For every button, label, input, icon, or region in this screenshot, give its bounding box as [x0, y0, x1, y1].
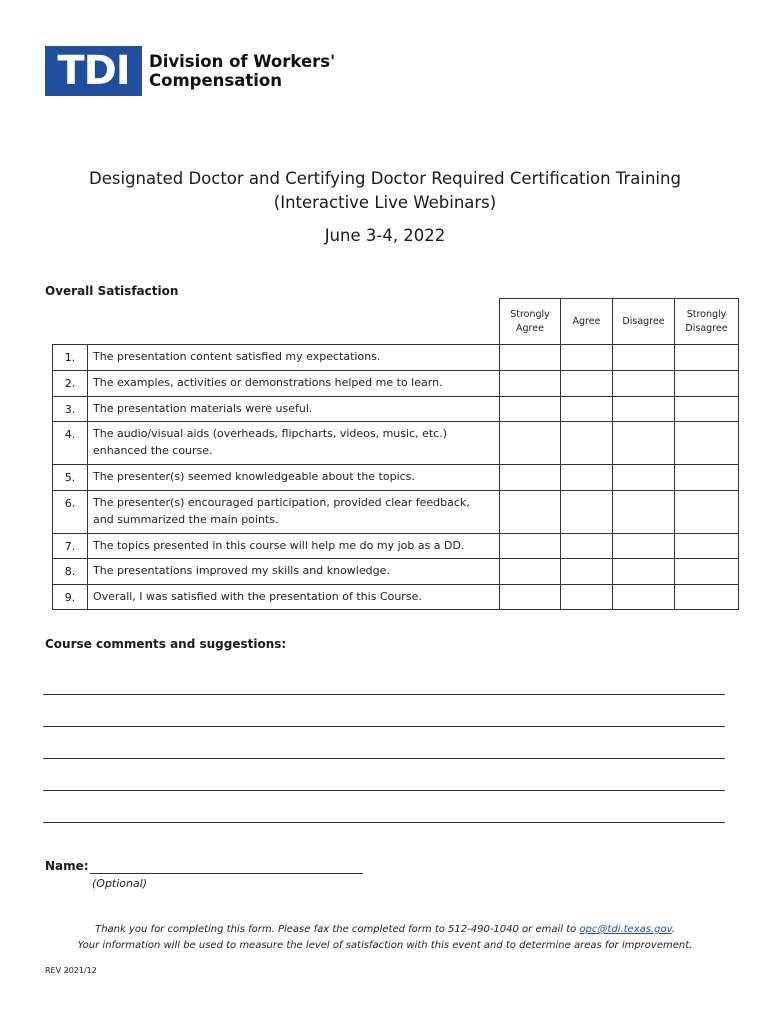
column-header-agree [561, 299, 613, 345]
event-date: June 3-4, 2022 [324, 226, 446, 245]
footer-thank-you-suffix: . [671, 924, 675, 935]
answer-box-agree[interactable] [561, 397, 613, 422]
comment-line[interactable] [43, 790, 725, 791]
answer-box-strongly-agree[interactable] [500, 559, 561, 585]
comment-line[interactable] [43, 694, 725, 695]
survey-header-row [53, 299, 739, 345]
question-number: 1. [53, 345, 88, 371]
survey-question-row [53, 559, 739, 585]
survey-question-row [53, 397, 739, 422]
answer-box-strongly-agree[interactable] [500, 371, 561, 397]
satisfaction-survey-table [52, 298, 739, 610]
comment-line[interactable] [43, 726, 725, 727]
answer-box-disagree[interactable] [613, 345, 675, 371]
answer-box-disagree[interactable] [613, 534, 675, 559]
question-number: 4. [53, 422, 88, 465]
question-text: The presentation materials were useful. [88, 397, 500, 422]
answer-box-strongly-agree[interactable] [500, 534, 561, 559]
column-header-text: Agree [516, 322, 544, 334]
answer-box-agree[interactable] [561, 422, 613, 465]
answer-box-strongly-agree[interactable] [500, 397, 561, 422]
column-header-text: Disagree [685, 322, 728, 334]
answer-box-strongly-agree[interactable] [500, 491, 561, 534]
tdi-logo [45, 46, 335, 96]
answer-box-agree[interactable] [561, 371, 613, 397]
survey-question-row [53, 534, 739, 559]
revision-code: REV 2021/12 [45, 966, 97, 975]
column-header-strongly-disagree [675, 299, 739, 345]
answer-box-strongly-disagree[interactable] [675, 371, 739, 397]
answer-box-strongly-disagree[interactable] [675, 465, 739, 491]
name-label: Name: [45, 859, 89, 873]
header-blank-question [88, 299, 500, 345]
question-number: 3. [53, 397, 88, 422]
question-text: The topics presented in this course will help me do my job as a DD. [88, 534, 500, 559]
survey-question-row [53, 371, 739, 397]
survey-question-row [53, 422, 739, 465]
question-number: 5. [53, 465, 88, 491]
answer-box-agree[interactable] [561, 465, 613, 491]
column-header-text: Strongly [686, 308, 727, 320]
survey-question-row [53, 585, 739, 610]
answer-box-strongly-agree[interactable] [500, 422, 561, 465]
comment-line[interactable] [43, 758, 725, 759]
question-text: The presentations improved my skills and knowledge. [88, 559, 500, 585]
answer-box-strongly-disagree[interactable] [675, 534, 739, 559]
answer-box-strongly-disagree[interactable] [675, 491, 739, 534]
column-header-text: Disagree [622, 315, 665, 327]
footer-thank-you [0, 924, 770, 935]
answer-box-strongly-disagree[interactable] [675, 559, 739, 585]
answer-box-agree[interactable] [561, 491, 613, 534]
answer-box-disagree[interactable] [613, 397, 675, 422]
document-title: Designated Doctor and Certifying Doctor Required Certification Training [89, 169, 681, 188]
comments-label: Course comments and suggestions: [45, 637, 287, 651]
survey-question-row [53, 491, 739, 534]
answer-box-agree[interactable] [561, 534, 613, 559]
answer-box-agree[interactable] [561, 345, 613, 371]
answer-box-agree[interactable] [561, 559, 613, 585]
answer-box-disagree[interactable] [613, 371, 675, 397]
answer-box-strongly-agree[interactable] [500, 345, 561, 371]
document-subtitle: (Interactive Live Webinars) [273, 193, 497, 212]
comment-line[interactable] [43, 822, 725, 823]
answer-box-strongly-disagree[interactable] [675, 585, 739, 610]
name-field-line[interactable] [90, 873, 363, 874]
section-label-overall-satisfaction: Overall Satisfaction [45, 284, 179, 298]
column-header-strongly-agree [500, 299, 561, 345]
column-header-text: Agree [572, 315, 601, 327]
question-text: Overall, I was satisfied with the presentation of this Course. [88, 585, 500, 610]
question-number: 6. [53, 491, 88, 534]
footer-thank-you-text: Thank you for completing this form. Please fax the completed form to 512-490-1040 or email to [95, 924, 580, 935]
answer-box-strongly-agree[interactable] [500, 465, 561, 491]
column-header-disagree [613, 299, 675, 345]
answer-box-disagree[interactable] [613, 491, 675, 534]
header-blank-num [53, 299, 88, 345]
question-text: The presentation content satisfied my expectations. [88, 345, 500, 371]
answer-box-disagree[interactable] [613, 465, 675, 491]
survey-question-row [53, 345, 739, 371]
question-text: The examples, activities or demonstrations helped me to learn. [88, 371, 500, 397]
footer-privacy-note: Your information will be used to measure the level of satisfaction with this event and to determine areas for improvement. [77, 940, 693, 951]
division-name [149, 52, 335, 90]
answer-box-strongly-disagree[interactable] [675, 422, 739, 465]
division-name-line1: Division of Workers' [149, 52, 336, 71]
answer-box-strongly-disagree[interactable] [675, 345, 739, 371]
answer-box-disagree[interactable] [613, 585, 675, 610]
question-number: 8. [53, 559, 88, 585]
question-text: The presenter(s) seemed knowledgeable about the topics. [88, 465, 500, 491]
column-header-text: Strongly [510, 308, 550, 320]
tdi-logo-mark: TDI [45, 46, 142, 96]
question-number: 2. [53, 371, 88, 397]
name-optional-note: (Optional) [92, 877, 148, 890]
email-link[interactable]: opc@tdi.texas.gov [579, 924, 672, 935]
answer-box-strongly-disagree[interactable] [675, 397, 739, 422]
answer-box-disagree[interactable] [613, 422, 675, 465]
survey-question-row [53, 465, 739, 491]
answer-box-agree[interactable] [561, 585, 613, 610]
question-number: 7. [53, 534, 88, 559]
question-text: The presenter(s) encouraged participation, provided clear feedback, and summarized the main points. [88, 491, 500, 534]
division-name-line2: Compensation [149, 71, 282, 90]
answer-box-disagree[interactable] [613, 559, 675, 585]
question-number: 9. [53, 585, 88, 610]
answer-box-strongly-agree[interactable] [500, 585, 561, 610]
question-text: The audio/visual aids (overheads, flipcharts, videos, music, etc.) enhanced the course. [88, 422, 500, 465]
